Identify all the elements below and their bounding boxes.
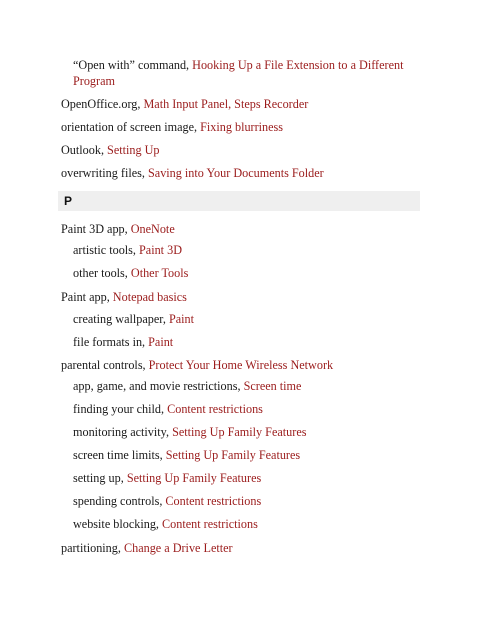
index-subentry xyxy=(73,493,421,509)
index-reference-link[interactable]: Content restrictions xyxy=(162,517,258,531)
index-entry xyxy=(61,119,421,135)
section-letter: P xyxy=(64,194,73,208)
index-subentry xyxy=(73,265,421,281)
index-reference-link[interactable]: Content restrictions xyxy=(165,494,262,508)
index-term: OpenOffice.org, xyxy=(61,97,144,111)
index-reference-link[interactable]: Setting Up Family Features xyxy=(165,448,301,462)
index-reference-link[interactable]: Paint 3D xyxy=(139,243,183,257)
index-reference-link[interactable]: Hooking Up a File Extension to a Different Program xyxy=(73,58,404,88)
index-reference-link[interactable]: Saving into Your Documents Folder xyxy=(148,166,324,180)
index-reference-link[interactable]: Paint xyxy=(168,312,195,326)
index-term: file formats in, xyxy=(73,335,149,349)
index-term: monitoring activity, xyxy=(73,425,173,439)
index-term: Paint 3D app, xyxy=(61,222,131,236)
index-term: partitioning, xyxy=(61,541,124,555)
index-reference-link[interactable]: Notepad basics xyxy=(112,290,187,304)
index-reference-link[interactable]: Setting Up Family Features xyxy=(126,471,262,485)
index-reference-link[interactable]: Math Input Panel, Steps Recorder xyxy=(143,97,309,111)
index-subentry xyxy=(73,470,421,486)
index-entry xyxy=(61,540,421,556)
index-term: creating wallpaper, xyxy=(73,312,169,326)
index-entry xyxy=(61,165,421,181)
index-entry xyxy=(61,221,421,237)
index-subentry xyxy=(73,57,421,89)
index-term: setting up, xyxy=(73,471,127,485)
index-term: screen time limits, xyxy=(73,448,166,462)
index-term: parental controls, xyxy=(61,358,149,372)
index-term: website blocking, xyxy=(73,517,163,531)
index-entry xyxy=(61,142,421,158)
index-entry xyxy=(61,357,421,373)
index-reference-link[interactable]: Other Tools xyxy=(130,266,189,280)
index-term: finding your child, xyxy=(73,402,168,416)
index-subentry xyxy=(73,311,421,327)
index-reference-link[interactable]: Change a Drive Letter xyxy=(123,541,233,555)
index-entry xyxy=(61,289,421,305)
index-subentry xyxy=(73,378,421,394)
index-reference-link[interactable]: Protect Your Home Wireless Network xyxy=(148,358,334,372)
index-subentry xyxy=(73,401,421,417)
index-reference-link[interactable]: OneNote xyxy=(130,222,175,236)
index-entry xyxy=(61,96,421,112)
section-header-bar xyxy=(58,191,420,211)
index-reference-link[interactable]: Screen time xyxy=(243,379,302,393)
index-term: artistic tools, xyxy=(73,243,140,257)
index-term: app, game, and movie restrictions, xyxy=(73,379,244,393)
index-term: orientation of screen image, xyxy=(61,120,201,134)
index-term: Paint app, xyxy=(61,290,113,304)
index-subentry xyxy=(73,447,421,463)
index-subentry xyxy=(73,424,421,440)
index-term: other tools, xyxy=(73,266,131,280)
index-reference-link[interactable]: Paint xyxy=(148,335,174,349)
index-reference-link[interactable]: Content restrictions xyxy=(167,402,263,416)
index-term: “Open with” command, xyxy=(73,58,193,72)
index-reference-link[interactable]: Setting Up Family Features xyxy=(172,425,307,439)
index-subentry xyxy=(73,242,421,258)
index-term: spending controls, xyxy=(73,494,166,508)
index-subentry xyxy=(73,516,421,532)
index-term: overwriting files, xyxy=(61,166,148,180)
index-reference-link[interactable]: Fixing blurriness xyxy=(200,120,284,134)
index-subentry xyxy=(73,334,421,350)
index-term: Outlook, xyxy=(61,143,108,157)
index-reference-link[interactable]: Setting Up xyxy=(107,143,160,157)
